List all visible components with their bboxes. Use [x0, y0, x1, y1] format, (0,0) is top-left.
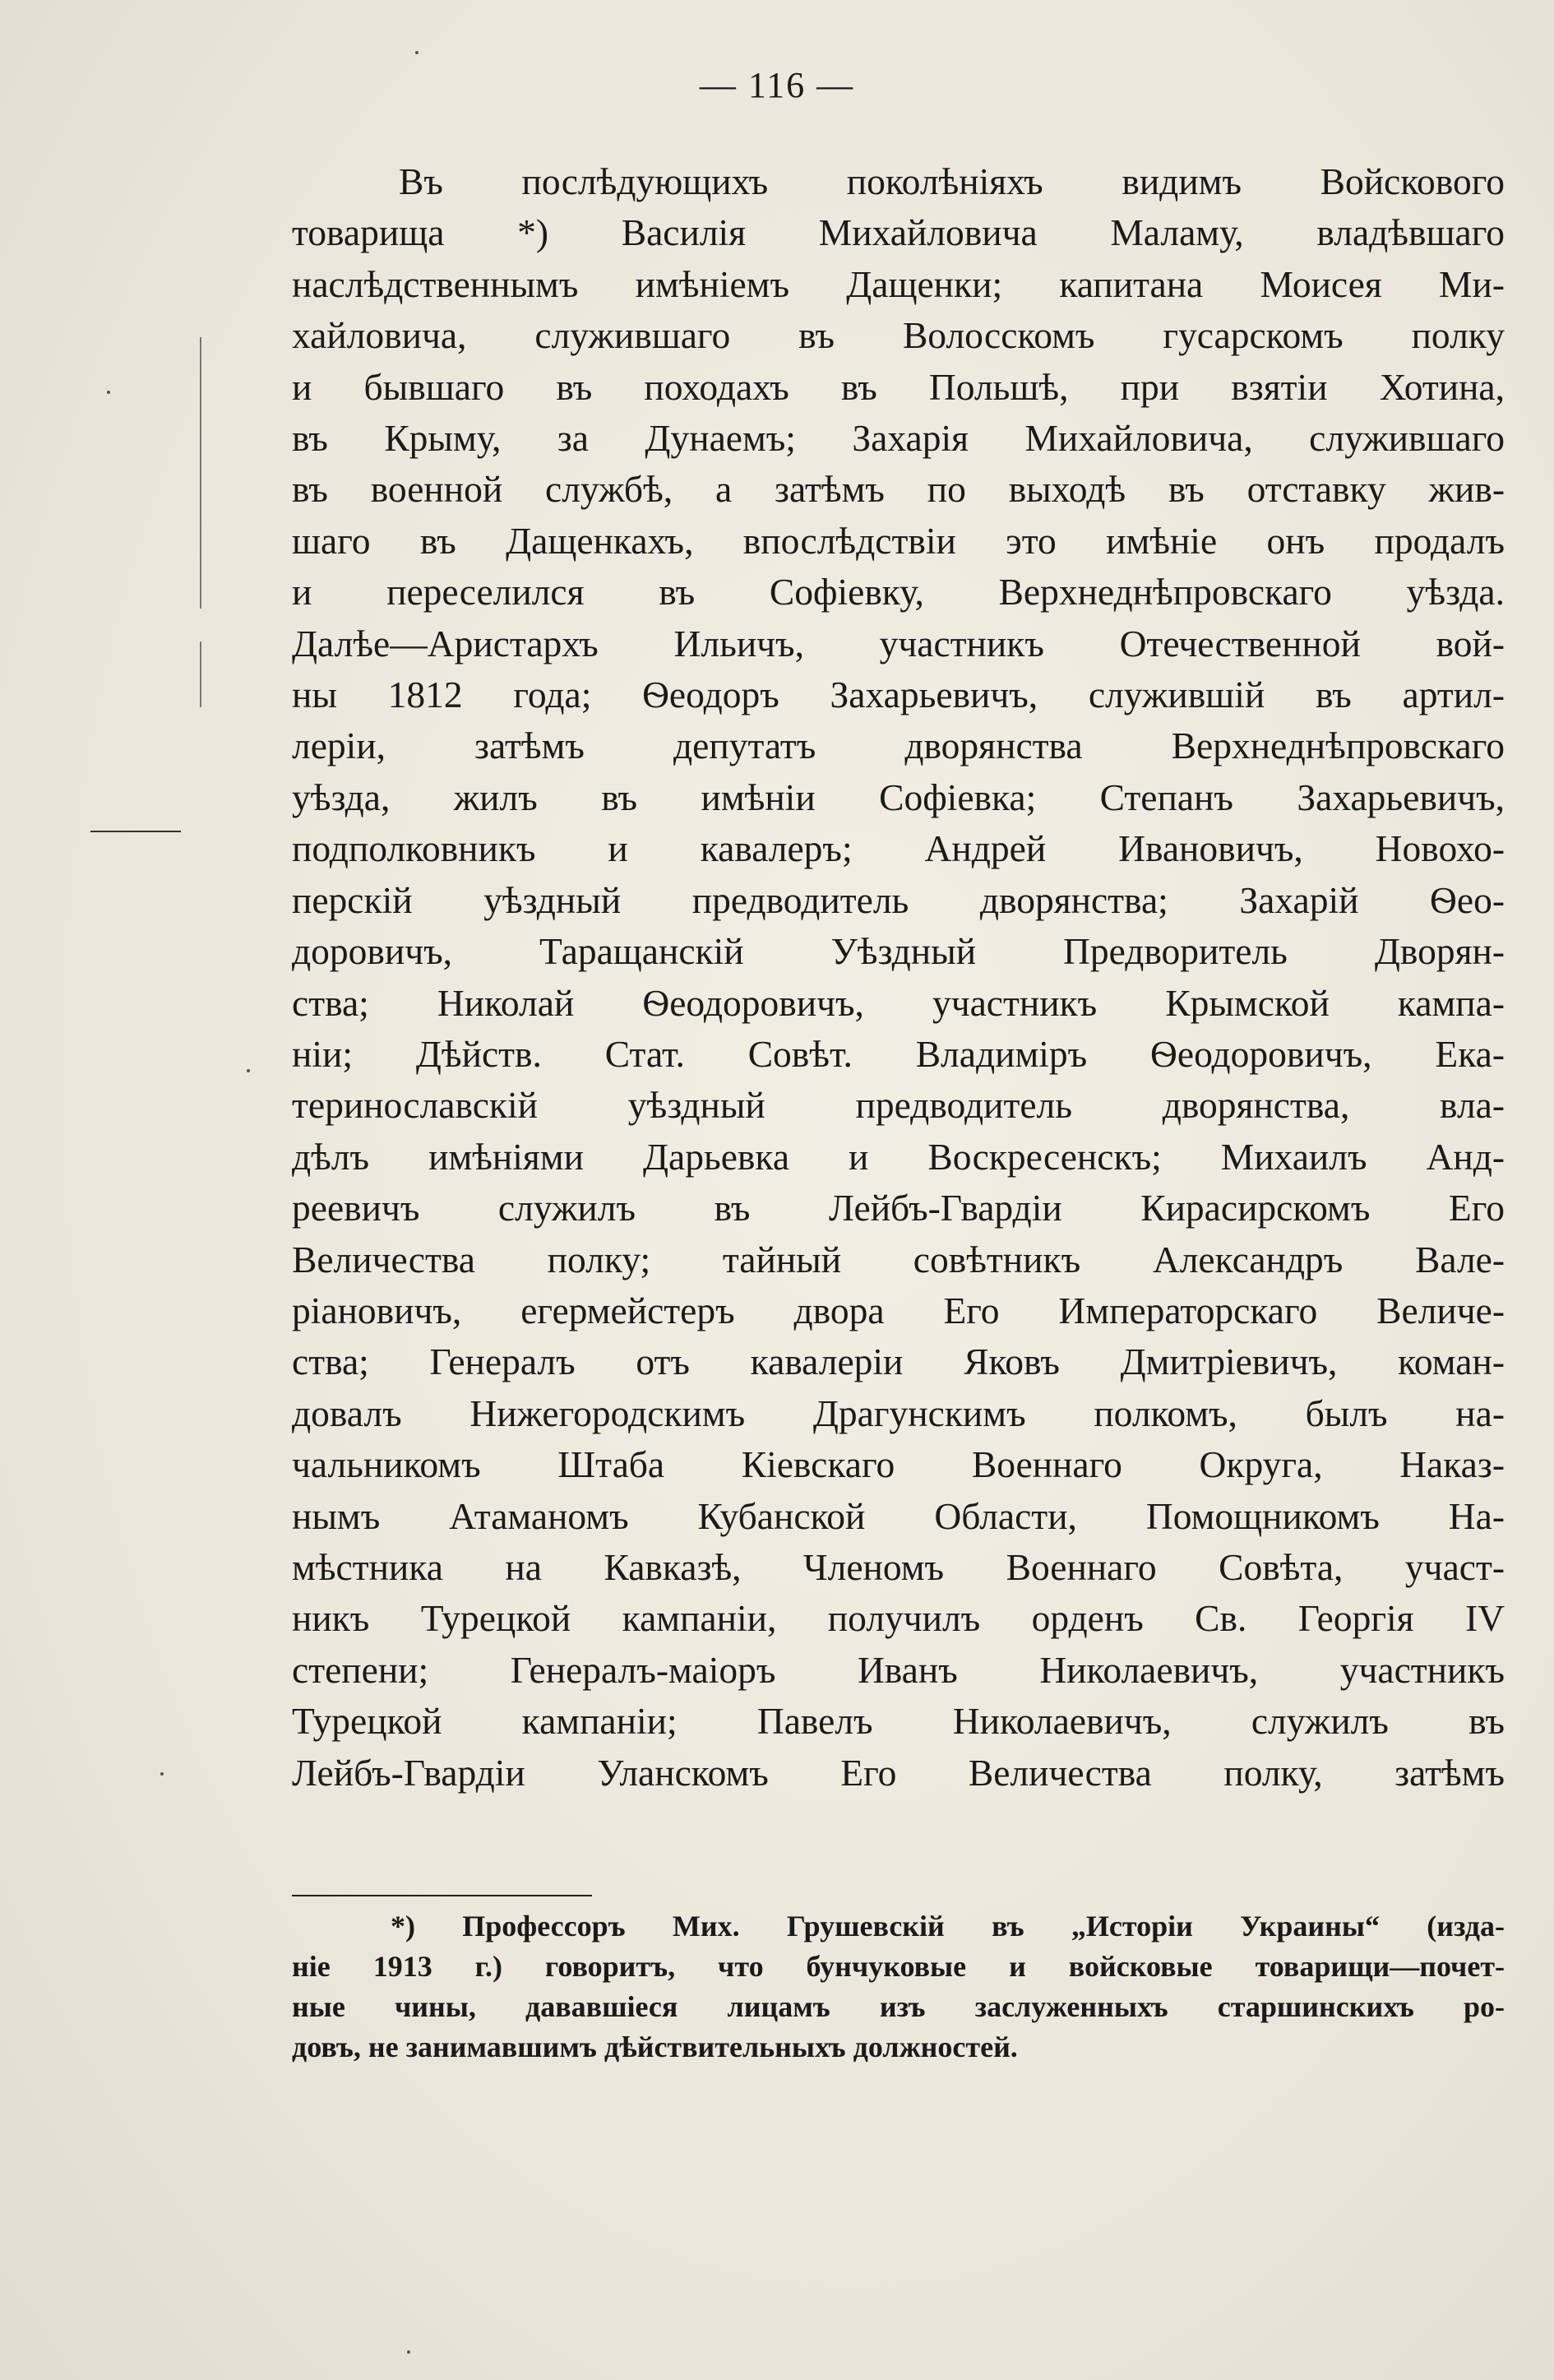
margin-pencil-mark: [200, 641, 201, 707]
text-line: мѣстника на Кавказѣ, Членомъ Военнаго Совѣта, участ-: [292, 1545, 1505, 1588]
text-line: леріи, затѣмъ депутатъ дворянства Верхнеднѣпровскаго: [292, 725, 1505, 767]
text-line: Лейбъ-Гвардіи Уланскомъ Его Величества полку, затѣмъ: [292, 1751, 1505, 1794]
text-line: ны 1812 года; Ѳеодоръ Захарьевичъ, служившій въ артил-: [292, 674, 1505, 716]
text-line: ніи; Дѣйств. Стат. Совѣт. Владиміръ Ѳеодоровичъ, Ека-: [292, 1032, 1505, 1075]
text-line: ріановичъ, егермейстеръ двора Его Императорскаго Величе-: [292, 1289, 1505, 1331]
text-line: уѣзда, жилъ въ имѣніи Софіевка; Степанъ Захарьевичъ,: [292, 776, 1505, 818]
text-line: Далѣе—Аристархъ Ильичъ, участникъ Отечественной вой-: [292, 622, 1505, 664]
paper-speck: [407, 2350, 410, 2354]
text-line: чальникомъ Штаба Кіевскаго Военнаго Округа, Наказ-: [292, 1443, 1505, 1486]
text-line: реевичъ служилъ въ Лейбъ-Гвардіи Кирасирскомъ Его: [292, 1187, 1505, 1229]
footnote-line: довъ, не занимавшимъ дѣйствительныхъ должностей.: [292, 2030, 1018, 2063]
text-line: никъ Турецкой кампаніи, получилъ орденъ Св. Георгія IV: [292, 1597, 1505, 1640]
margin-pencil-mark: [200, 337, 201, 609]
text-line: теринославскій уѣздный предводитель дворянства, вла-: [292, 1084, 1505, 1127]
footnote: [292, 1906, 1505, 2067]
text-line: въ Крыму, за Дунаемъ; Захарія Михайловича, служившаго: [292, 417, 1505, 460]
text-line: ства; Генералъ отъ кавалеріи Яковъ Дмитріевичъ, коман-: [292, 1340, 1505, 1383]
text-line: товарища *) Василія Михайловича Маламу, владѣвшаго: [292, 211, 1505, 254]
main-text: [292, 156, 1505, 1799]
text-line: доровичъ, Таращанскій Уѣздный Предворитель Дворян-: [292, 930, 1505, 973]
text-line: въ военной службѣ, а затѣмъ по выходѣ въ отставку жив-: [292, 468, 1505, 511]
text-line: Величества полку; тайный совѣтникъ Александръ Вале-: [292, 1238, 1505, 1280]
text-line: и бывшаго въ походахъ въ Польшѣ, при взятіи Хотина,: [292, 365, 1505, 408]
text-line: наслѣдственнымъ имѣніемъ Дащенки; капитана Моисея Ми-: [292, 262, 1505, 305]
text-line: хайловича, служившаго въ Волосскомъ гусарскомъ полку: [292, 314, 1505, 357]
paper-speck: [107, 391, 110, 394]
text-line: подполковникъ и кавалеръ; Андрей Ивановичъ, Новохо-: [292, 827, 1505, 870]
text-line: нымъ Атаманомъ Кубанской Области, Помощникомъ На-: [292, 1494, 1505, 1537]
text-line: ства; Николай Ѳеодоровичъ, участникъ Крымской кампа-: [292, 981, 1505, 1024]
footnote-separator: [292, 1895, 592, 1896]
footnote-line: ніе 1913 г.) говоритъ, что бунчуковые и войсковые товарищи—почет-: [292, 1950, 1505, 1983]
paper-speck: [415, 51, 419, 54]
paper-speck: [160, 1772, 164, 1776]
margin-dash-mark: [90, 831, 181, 832]
text-line: дѣлъ имѣніями Дарьевка и Воскресенскъ; Михаилъ Анд-: [292, 1135, 1505, 1178]
text-line: Турецкой кампаніи; Павелъ Николаевичъ, служилъ въ: [292, 1700, 1505, 1743]
text-line: довалъ Нижегородскимъ Драгунскимъ полкомъ, былъ на-: [292, 1391, 1505, 1434]
text-line: перскій уѣздный предводитель дворянства; Захарій Ѳео-: [292, 878, 1505, 921]
paper-speck: [247, 1069, 250, 1072]
footnote-line: *) Профессоръ Мих. Грушевскій въ „Исторіи Украины“ (изда-: [391, 1910, 1505, 1942]
text-line: степени; Генералъ-маіоръ Иванъ Николаевичъ, участникъ: [292, 1648, 1505, 1691]
text-line: шаго въ Дащенкахъ, впослѣдствіи это имѣніе онъ продалъ: [292, 519, 1505, 562]
page-number: — 116 —: [699, 65, 855, 105]
text-line: и переселился въ Софіевку, Верхнеднѣпровскаго уѣзда.: [292, 571, 1505, 614]
text-line: Въ послѣдующихъ поколѣніяхъ видимъ Войскового: [399, 160, 1505, 202]
footnote-line: ные чины, дававшіеся лицамъ изъ заслуженныхъ старшинскихъ ро-: [292, 1990, 1505, 2023]
